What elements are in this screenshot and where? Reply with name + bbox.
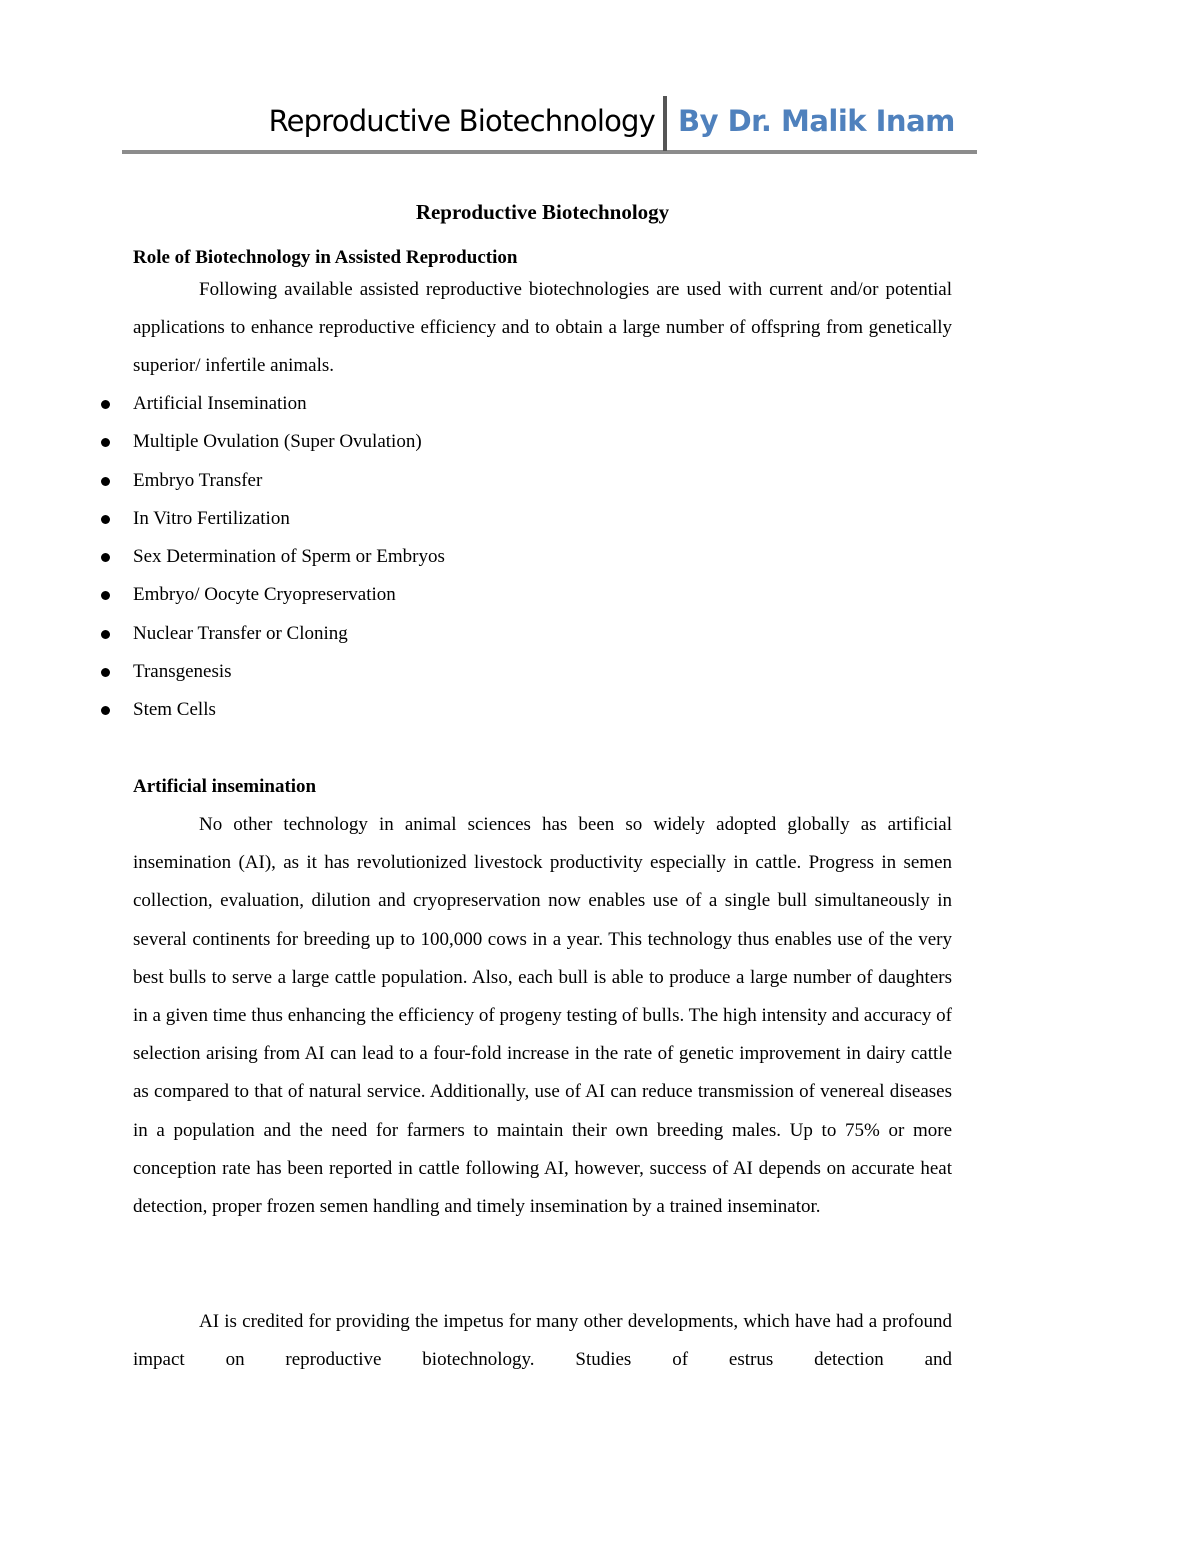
list-item-label: Stem Cells [133, 699, 216, 721]
section-heading-role: Role of Biotechnology in Assisted Reproduction [133, 247, 518, 268]
bullet-icon [101, 400, 110, 409]
bullet-icon [101, 668, 110, 677]
list-item-label: Artificial Insemination [133, 393, 307, 414]
list-item-label: Multiple Ovulation (Super Ovulation) [133, 431, 422, 453]
header-author: By Dr. Malik Inam [678, 104, 955, 138]
bullet-icon [101, 630, 110, 639]
list-item-label: Embryo Transfer [133, 469, 263, 491]
list-item-label: Transgenesis [133, 661, 232, 683]
list-item-label: Sex Determination of Sperm or Embryos [133, 546, 445, 568]
document-title: Reproductive Biotechnology [415, 200, 670, 224]
ai-paragraph-2: AI is credited for providing the impetus for many other developments, which have had a profound impact on reproductive biotechnology. Studies of estrus detection and [133, 1311, 952, 1371]
bullet-icon [101, 553, 110, 562]
bullet-icon [101, 706, 110, 715]
bullet-icon [101, 515, 110, 524]
list-item-label: Embryo/ Oocyte Cryopreservation [133, 584, 396, 606]
intro-paragraph: Following available assisted reproductive biotechnologies are used with current and/or potential applications to enhance reproductive efficiency and to obtain a large number of offspring from genetically superior/ infertile animals. [133, 279, 952, 377]
header-title: Reproductive Biotechnology [268, 104, 655, 138]
bullet-icon [101, 591, 110, 600]
bullet-icon [101, 477, 110, 486]
section-heading-ai: Artificial insemination [133, 776, 317, 797]
ai-paragraph-1: No other technology in animal sciences has been so widely adopted globally as artificial insemination (AI), as it has revolutionized livestock productivity especially in cattle. Progress in semen collection, evaluation, dilution and cryopreservation now enables use of a single bull simultaneously in several continents for breeding up to 100,000 cows in a year. This technology thus enables use of the very best bulls to serve a large cattle population. Also, each bull is able to produce a large number of daughters in a given time thus enhancing the efficiency of progeny testing of bulls. The high intensity and accuracy of selection arising from AI can lead to a four-fold increase in the rate of genetic improvement in dairy cattle as compared to that of natural service. Additionally, use of AI can reduce transmission of venereal diseases in a population and the need for farmers to maintain their own breeding males. Up to 75% or more conception rate has been reported in cattle following AI, however, success of AI depends on accurate heat detection, proper frozen semen handling and timely insemination by a trained inseminator. [133, 814, 952, 1218]
list-item-label: Nuclear Transfer or Cloning [133, 622, 348, 644]
header-divider [663, 96, 667, 151]
bullet-icon [101, 438, 110, 447]
list-item-label: In Vitro Fertilization [133, 507, 290, 529]
page-header [122, 92, 977, 154]
